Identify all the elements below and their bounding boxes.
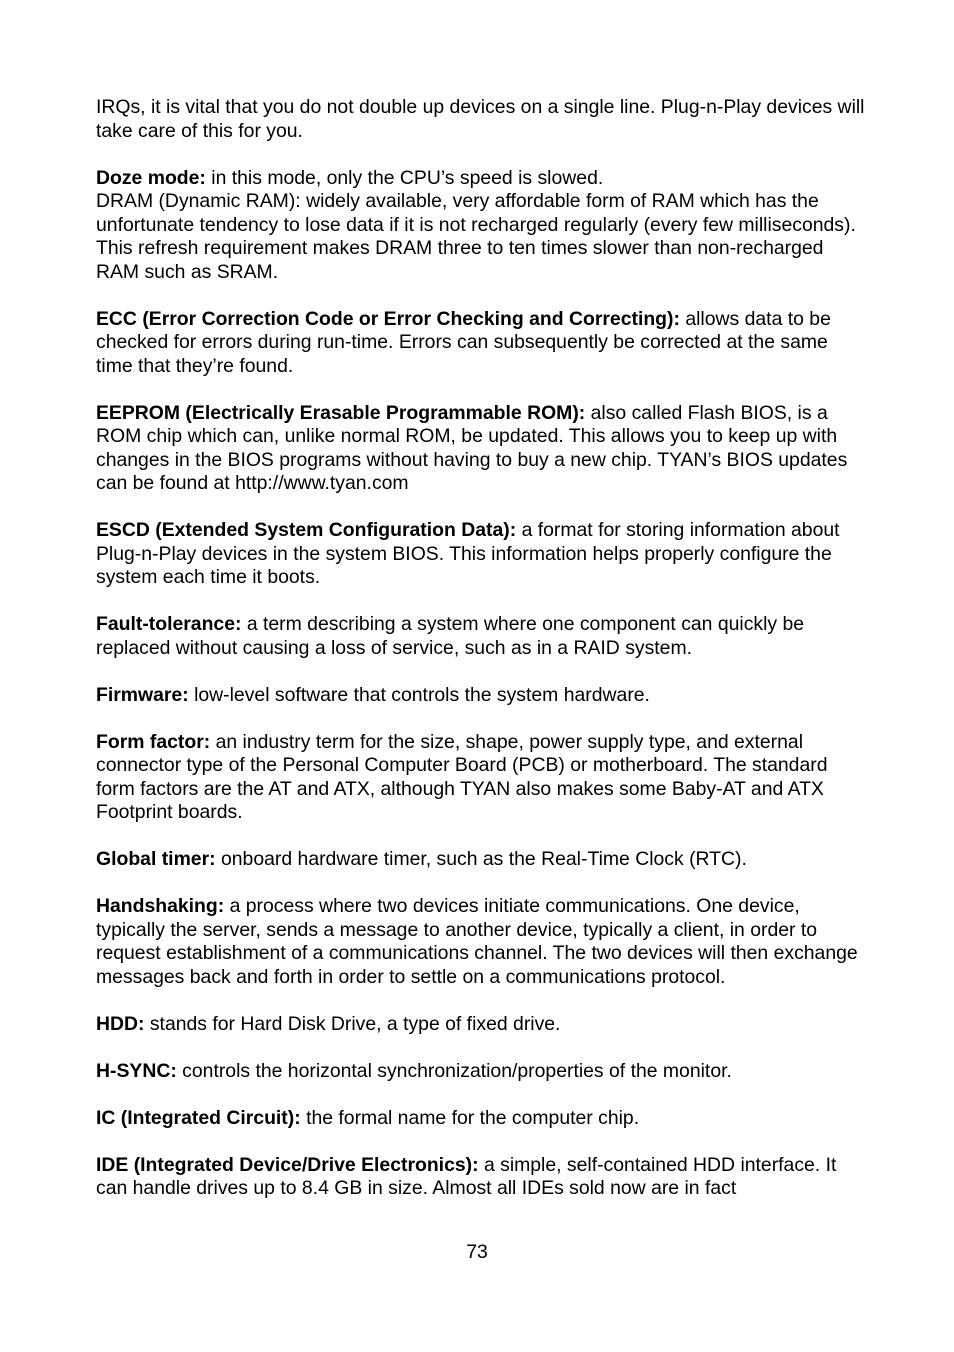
entry-text: an industry term for the size, shape, power supply type, and external connector type of the Personal Computer Board (PCB) or motherboard. The standard form factors are the AT and ATX, although TYAN also makes some Baby-AT and ATX Footprint boards. — [96, 730, 828, 823]
entry-term: IDE (Integrated Device/Drive Electronics): — [96, 1153, 479, 1176]
entry-text: low-level software that controls the system hardware. — [188, 683, 650, 706]
glossary-entry-dram — [96, 190, 868, 284]
glossary-entry-global-timer — [96, 848, 868, 872]
entry-text: onboard hardware timer, such as the Real-Time Clock (RTC). — [215, 848, 747, 870]
entry-term: HDD: — [96, 1012, 145, 1035]
entry-term: H-SYNC: — [96, 1059, 177, 1082]
entry-text: DRAM (Dynamic RAM): widely available, very affordable form of RAM which has the unfortunate tendency to lose data if it is not recharged regularly (every few milliseconds). This refresh requirement makes DRAM three to ten times slower than non-recharged RAM such as SRAM. — [96, 190, 856, 283]
entry-text: allows data to be checked for errors during run-time. Errors can subsequently be corrected at the same time that they’re found. — [96, 307, 831, 377]
entry-term: Form factor: — [96, 730, 211, 753]
glossary-entry-form-factor — [96, 731, 868, 825]
glossary-page-content — [96, 96, 868, 1201]
entry-term: ECC (Error Correction Code or Error Checking and Correcting): — [96, 307, 680, 330]
glossary-entry-escd — [96, 519, 868, 590]
entry-text: the formal name for the computer chip. — [300, 1106, 640, 1129]
entry-text: a format for storing information about Plug-n-Play devices in the system BIOS. This information helps properly configure the system each time it boots. — [96, 519, 840, 588]
page-number: 73 — [466, 1241, 488, 1263]
glossary-entry-handshaking — [96, 895, 868, 989]
glossary-entry-ide — [96, 1154, 868, 1201]
entry-text: in this mode, only the CPU’s speed is slowed. — [205, 166, 604, 189]
entry-text: IRQs, it is vital that you do not double up devices on a single line. Plug-n-Play devices will take care of this for you. — [96, 96, 865, 142]
entry-text: stands for Hard Disk Drive, a type of fixed drive. — [144, 1012, 561, 1035]
glossary-entry-firmware — [96, 684, 868, 708]
entry-text: a term describing a system where one component can quickly be replaced without causing a loss of service, such as in a RAID system. — [96, 613, 805, 659]
entry-text: a process where two devices initiate communications. One device, typically the server, sends a message to another device, typically a client, in order to request establishment of a communications channel. The two devices will then exchange messages back and forth in order to settle on a communications protocol. — [96, 895, 858, 988]
glossary-entry-hdd — [96, 1013, 868, 1037]
entry-term: Handshaking: — [96, 895, 225, 917]
glossary-entry-h-sync — [96, 1060, 868, 1084]
entry-term: Doze mode: — [96, 166, 206, 189]
glossary-entry-fault-tolerance — [96, 613, 868, 660]
entry-text: a simple, self-contained HDD interface. It can handle drives up to 8.4 GB in size. Almost all IDEs sold now are in fact — [96, 1153, 837, 1199]
entry-text: also called Flash BIOS, is a ROM chip which can, unlike normal ROM, be updated. This allows you to keep up with changes in the BIOS programs without having to buy a new chip. TYAN’s BIOS updates can be found at http://www.tyan.com — [96, 401, 848, 494]
entry-text: controls the horizontal synchronization/properties of the monitor. — [176, 1059, 732, 1082]
entry-term: IC (Integrated Circuit): — [96, 1106, 301, 1129]
entry-term: ESCD (Extended System Configuration Data): — [96, 519, 517, 541]
glossary-entry-irqs-continued — [96, 96, 868, 143]
entry-term: Global timer: — [96, 848, 216, 870]
entry-term: EEPROM (Electrically Erasable Programmable ROM): — [96, 401, 586, 424]
entry-term: Firmware: — [96, 683, 189, 706]
glossary-entry-ecc — [96, 308, 868, 379]
glossary-entry-doze-mode — [96, 167, 868, 191]
entry-term: Fault-tolerance: — [96, 613, 242, 635]
glossary-entry-eeprom — [96, 402, 868, 496]
glossary-entry-ic — [96, 1107, 868, 1131]
